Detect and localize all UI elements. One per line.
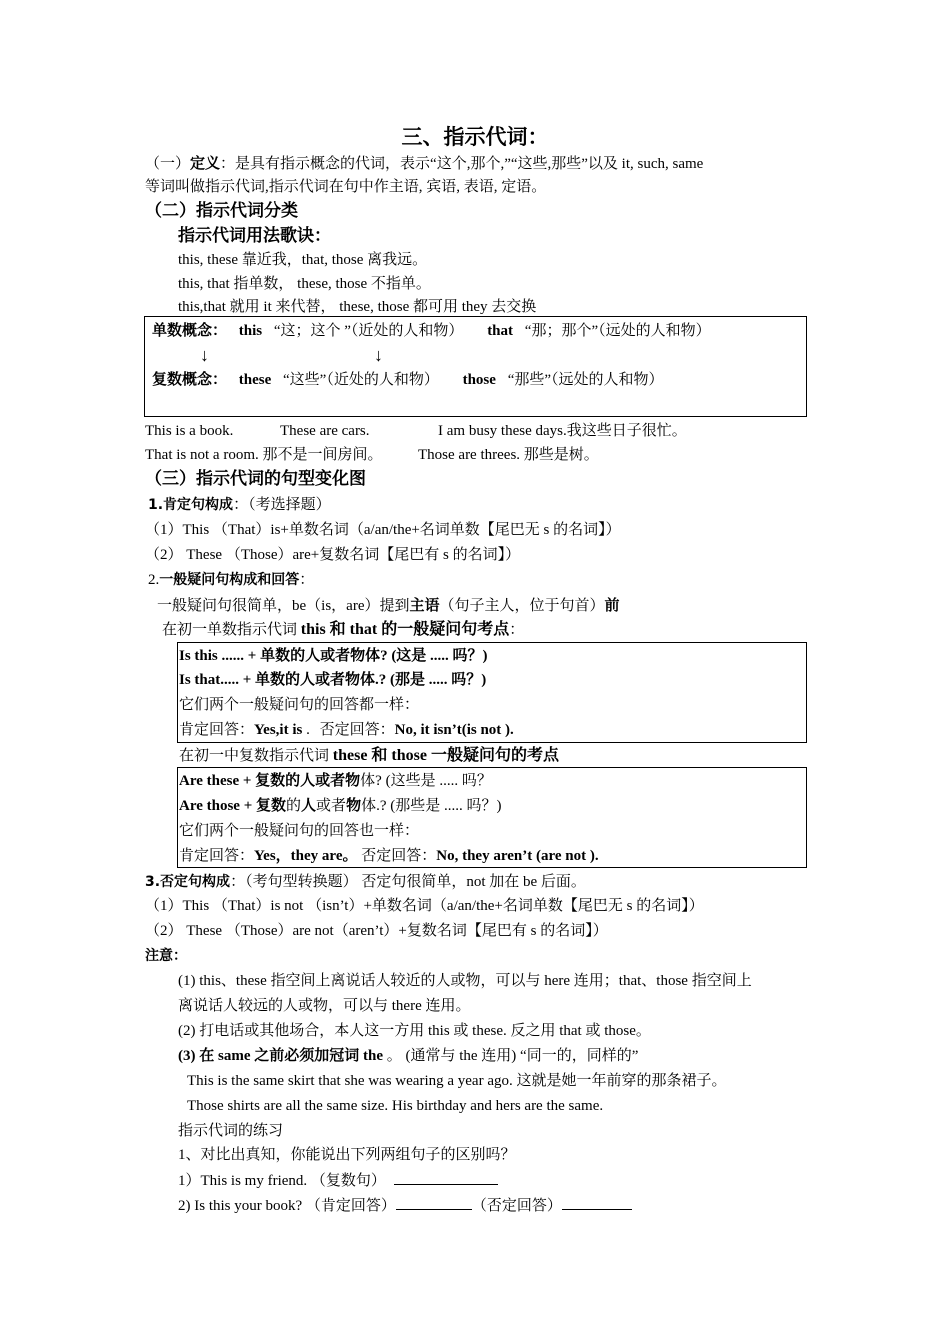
affirm-heading: 1.肯定句构成	[148, 497, 234, 513]
plural-question-intro-b: these 和 those 一般疑问句的考点	[332, 747, 559, 764]
answer-blank-3[interactable]	[562, 1195, 632, 1210]
note-1-line-2: 离说话人较远的人或物，可以与 there 连用。	[178, 998, 471, 1014]
note-2: (2) 打电话或其他场合，本人这一方用 this 或 these. 反之用 that 或 those。	[178, 1023, 651, 1039]
box1-yes: Yes,it is	[254, 722, 303, 738]
section-2-heading: （二）指示代词分类	[145, 201, 298, 221]
question-heading: 一般疑问句构成和回答	[159, 572, 300, 588]
answer-blank-1[interactable]	[394, 1170, 498, 1185]
neg-item-2: （2） These （Those）are not（aren’t）+复数名词【尾巴有 s 的名词】）	[145, 923, 608, 939]
box2-line-3: 它们两个一般疑问句的回答也一样：	[179, 823, 420, 839]
page-title: 三、指示代词：	[401, 125, 549, 149]
singular-label: 单数概念：	[152, 321, 228, 339]
example-2a: That is not a room. 那不是一间房间。	[145, 447, 383, 463]
that-meaning: “那；那个”（远处的人和物）	[524, 323, 711, 339]
box2-line-1-a: Are these + 复数的人或者物	[179, 773, 361, 789]
practice-item-2	[178, 1195, 632, 1216]
neg-note: ：（考句型转换题） 否定句很简单，not 加在 be 后面。	[230, 874, 586, 890]
example-1b: These are cars.	[280, 423, 370, 439]
those-word: those	[462, 372, 496, 388]
question-rule-line	[157, 595, 620, 616]
affirm-item-1: （1）This （That）is+单数名词（a/an/the+名词单数【尾巴无 s 的名词】）	[145, 522, 621, 538]
question-rule-subject: 主语	[409, 596, 440, 614]
rhyme-line-3: this,that 就用 it 来代替， these, those 都可用 they 去交换	[178, 299, 537, 315]
box2-no: No, they aren’t (are not ).	[436, 848, 599, 864]
definition-prefix: （一）	[145, 156, 191, 172]
box1-line-2: Is that..... + 单数的人或者物体.? (那是 ..... 吗？)	[179, 672, 487, 688]
note-3-example-2: Those shirts are all the same size. His birthday and hers are the same.	[187, 1098, 604, 1114]
box2-line-1-b: 体? (这些是 ..... 吗？	[360, 773, 492, 789]
rhyme-heading: 指示代词用法歌诀：	[178, 226, 331, 246]
definition-line-2: 等词叫做指示代词,指示代词在句中作主语, 宾语, 表语, 定语。	[145, 179, 547, 195]
definition-label: 定义	[190, 154, 221, 172]
box2-line-2-b: 的	[286, 798, 302, 814]
definition-text: ：是具有指示概念的代词，表示“这个,那个,”“这些,那些”以及 it, such, same	[220, 156, 704, 172]
note-3-example-1: This is the same skirt that she was wearing a year ago. 这就是她一年前穿的那条裙子。	[187, 1073, 727, 1089]
question-heading-row	[148, 570, 314, 590]
singular-question-intro-a: 在初一单数指示代词	[162, 622, 301, 638]
practice-item-2-neg-label: （否定回答）	[471, 1198, 562, 1214]
box2-line-2-a: Are those + 复数	[179, 798, 287, 814]
plural-label: 复数概念：	[152, 370, 228, 388]
example-2b: Those are threes. 那些是树。	[418, 447, 599, 463]
those-meaning: “那些”（远处的人和物）	[507, 372, 664, 388]
singular-question-intro-b: this 和 that 的一般疑问句考点	[300, 621, 510, 638]
question-rule-text-c: （句子主人，位于句首）	[439, 598, 605, 614]
note-3-bold: (3) 在 same 之前必须加冠词 the	[178, 1048, 383, 1064]
note-1-line-1: (1) this、these 指空间上离说话人较近的人或物，可以与 here 连用；that、those 指空间上	[178, 973, 752, 989]
practice-item-1-text: 1）This is my friend. （复数句）	[178, 1173, 386, 1189]
example-1c: I am busy these days.我这些日子很忙。	[438, 423, 687, 439]
plural-concept-row	[152, 369, 664, 390]
box2-yes-label: 肯定回答：	[179, 848, 255, 864]
box2-line-2	[179, 796, 501, 816]
singular-question-intro	[162, 620, 524, 640]
affirm-item-2: （2） These （Those）are+复数名词【尾巴有 s 的名词】）	[145, 547, 521, 563]
definition-line-1	[145, 153, 703, 174]
question-rule-front: 前	[604, 596, 620, 614]
this-meaning: “这；这个 ”（近处的人和物）	[273, 323, 464, 339]
box1-line-3: 它们两个一般疑问句的回答都一样：	[179, 697, 420, 713]
box1-answer-row	[179, 720, 514, 740]
note-3-rest: 。 (通常与 the 连用) “同一的，同样的”	[382, 1048, 639, 1064]
note-3	[178, 1046, 638, 1066]
affirm-note: ：（考选择题）	[233, 497, 331, 513]
question-heading-num: 2.	[148, 572, 160, 588]
down-arrow-1: ↓	[200, 345, 209, 365]
box2-no-label: 否定回答：	[357, 848, 437, 864]
section-3-heading: （三）指示代词的句型变化图	[145, 469, 366, 489]
box2-line-2-d: 或者	[316, 798, 347, 814]
rhyme-line-1: this, these 靠近我，that, those 离我远。	[178, 252, 428, 268]
neg-heading-row	[145, 872, 586, 892]
practice-item-1	[178, 1170, 498, 1191]
example-1a: This is a book.	[145, 423, 234, 439]
box1-no-label: 否定回答：	[319, 722, 395, 738]
notes-heading: 注意：	[145, 948, 187, 964]
practice-heading: 指示代词的练习	[178, 1123, 284, 1139]
box2-answer-row	[179, 846, 599, 866]
these-word: these	[238, 372, 272, 388]
question-heading-colon: ：	[299, 572, 315, 588]
that-word: that	[487, 323, 514, 339]
box2-line-2-e: 物	[346, 798, 362, 814]
plural-question-intro-a: 在初一中复数指示代词	[179, 748, 333, 764]
practice-question-1: 1、对比出真知，你能说出下列两组句子的区别吗？	[178, 1147, 516, 1163]
neg-item-1: （1）This （That）is not （isn’t）+单数名词（a/an/the+名词单数【尾巴无 s 的名词】）	[145, 898, 704, 914]
box1-no: No, it isn’t(is not ).	[394, 722, 514, 738]
affirm-heading-row	[148, 495, 331, 515]
practice-item-2-text: 2) Is this your book? （肯定回答）	[178, 1198, 396, 1214]
box2-yes: Yes，they are。	[254, 848, 358, 864]
box1-yes-label: 肯定回答：	[179, 722, 255, 738]
answer-blank-2[interactable]	[396, 1195, 472, 1210]
box2-line-1	[179, 771, 492, 791]
box2-line-2-c: 人	[301, 798, 317, 814]
rhyme-line-2: this, that 指单数， these, those 不指单。	[178, 276, 431, 292]
box1-line-1: Is this ...... + 单数的人或者物体? (这是 ..... 吗？)	[179, 648, 488, 664]
these-meaning: “这些”（近处的人和物）	[283, 372, 439, 388]
neg-heading: 3.否定句构成	[145, 874, 231, 890]
singular-question-intro-c: ：	[509, 622, 525, 638]
box1-dot: .	[302, 722, 310, 738]
plural-question-intro	[179, 746, 559, 766]
this-word: this	[238, 323, 263, 339]
box2-line-2-f: 体.? (那些是 ..... 吗？)	[361, 798, 502, 814]
question-rule-text-a: 一般疑问句很简单，be（is，are）提到	[157, 598, 410, 614]
singular-concept-row	[152, 320, 711, 341]
down-arrow-2: ↓	[374, 345, 383, 365]
